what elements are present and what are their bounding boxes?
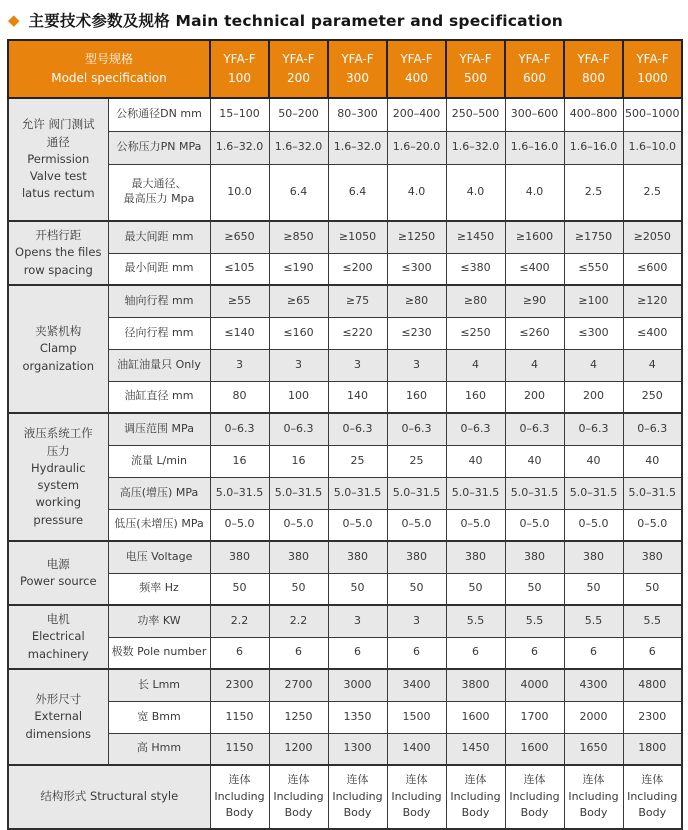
value-cell: 1200 [269,733,328,765]
value-cell: 25 [328,445,387,477]
param-label-cell: 功率 KW [108,605,210,637]
value-cell: 5.0–31.5 [505,477,564,509]
table-row [8,221,682,253]
table-row [8,669,682,701]
value-cell: 3800 [446,669,505,701]
param-label-cell: 调压范围 MPa [108,413,210,445]
value-cell: 0–5.0 [564,509,623,541]
value-cell: 1300 [328,733,387,765]
value-cell: 4 [505,349,564,381]
value-cell: ≥80 [387,285,446,317]
structural-style-value-cell: 连体 Including Body [387,765,446,829]
value-cell: 0–6.3 [446,413,505,445]
value-cell: 380 [623,541,682,573]
param-label-cell: 高压(增压) MPa [108,477,210,509]
value-cell: 2000 [564,701,623,733]
value-cell: 1700 [505,701,564,733]
value-cell: 1450 [446,733,505,765]
value-cell: 5.5 [564,605,623,637]
value-cell: ≤300 [387,253,446,285]
table-header [8,40,682,98]
value-cell: 400–800 [564,98,623,131]
value-cell: 5.0–31.5 [210,477,269,509]
value-cell: 1.6–20.0 [387,131,446,164]
group-label-cell: 夹紧机构 Clamp organization [8,285,108,413]
value-cell: ≥1050 [328,221,387,253]
value-cell: 500–1000 [623,98,682,131]
value-cell: ≥1450 [446,221,505,253]
value-cell: 50 [387,573,446,605]
value-cell: ≥55 [210,285,269,317]
table-row [8,445,682,477]
spec-table [7,39,683,830]
value-cell: ≤105 [210,253,269,285]
table-row [8,381,682,413]
value-cell: 160 [387,381,446,413]
value-cell: 4.0 [505,164,564,221]
value-cell: ≥1600 [505,221,564,253]
table-row [8,317,682,349]
value-cell: ≤300 [564,317,623,349]
param-label-cell: 低压(未增压) MPa [108,509,210,541]
value-cell: 200–400 [387,98,446,131]
value-cell: 50 [623,573,682,605]
param-label-cell: 油缸油量只 Only [108,349,210,381]
value-cell: 380 [269,541,328,573]
value-cell: ≥1250 [387,221,446,253]
structural-style-value-cell: 连体 Including Body [269,765,328,829]
value-cell: 4 [564,349,623,381]
value-cell: ≥2050 [623,221,682,253]
value-cell: 250 [623,381,682,413]
model-header-cell: YFA-F 100 [210,40,269,98]
value-cell: 2700 [269,669,328,701]
structural-style-value-cell: 连体 Including Body [564,765,623,829]
model-spec-header-cell: 型号规格 Model specification [8,40,210,98]
value-cell: 5.5 [505,605,564,637]
value-cell: 6 [564,637,623,669]
value-cell: ≤400 [623,317,682,349]
value-cell: 10.0 [210,164,269,221]
table-row [8,477,682,509]
value-cell: 40 [505,445,564,477]
value-cell: 50 [564,573,623,605]
value-cell: ≥650 [210,221,269,253]
value-cell: 0–5.0 [446,509,505,541]
table-row [8,573,682,605]
value-cell: ≥80 [446,285,505,317]
value-cell: 2.2 [210,605,269,637]
value-cell: 3 [387,349,446,381]
value-cell: 6 [446,637,505,669]
value-cell: 5.0–31.5 [269,477,328,509]
value-cell: 0–6.3 [564,413,623,445]
param-label-cell: 长 Lmm [108,669,210,701]
value-cell: 50 [446,573,505,605]
value-cell: 4.0 [446,164,505,221]
value-cell: 0–5.0 [623,509,682,541]
table-row [8,605,682,637]
value-cell: 50 [328,573,387,605]
value-cell: 1600 [505,733,564,765]
param-label-cell: 频率 Hz [108,573,210,605]
value-cell: 3 [328,605,387,637]
value-cell: 2.5 [623,164,682,221]
table-row [8,98,682,131]
value-cell: 2.5 [564,164,623,221]
model-header-cell: YFA-F 300 [328,40,387,98]
value-cell: 380 [210,541,269,573]
value-cell: 50 [210,573,269,605]
value-cell: 4800 [623,669,682,701]
value-cell: ≥850 [269,221,328,253]
diamond-icon: ◆ [8,10,20,29]
value-cell: 5.0–31.5 [387,477,446,509]
table-row [8,509,682,541]
group-label-cell: 液压系统工作 压力 Hydraulic system working pressure [8,413,108,541]
value-cell: 250–500 [446,98,505,131]
table-body [8,98,682,829]
page-title-text: 主要技术参数及规格 Main technical parameter and specification [28,12,564,30]
table-row [8,413,682,445]
value-cell: 4 [623,349,682,381]
model-header-cell: YFA-F 600 [505,40,564,98]
value-cell: 4000 [505,669,564,701]
value-cell: 50–200 [269,98,328,131]
table-row [8,164,682,221]
param-label-cell: 流量 L/min [108,445,210,477]
value-cell: 1600 [446,701,505,733]
value-cell: 0–6.3 [328,413,387,445]
table-row [8,541,682,573]
value-cell: 200 [505,381,564,413]
value-cell: 1.6–32.0 [210,131,269,164]
value-cell: 80 [210,381,269,413]
value-cell: ≤220 [328,317,387,349]
value-cell: ≥120 [623,285,682,317]
value-cell: 0–6.3 [623,413,682,445]
model-header-cell: YFA-F 500 [446,40,505,98]
table-row [8,701,682,733]
value-cell: 4.0 [387,164,446,221]
value-cell: 1500 [387,701,446,733]
group-label-cell: 外形尺寸 External dimensions [8,669,108,765]
value-cell: 0–5.0 [328,509,387,541]
value-cell: 1.6–16.0 [505,131,564,164]
value-cell: 25 [387,445,446,477]
value-cell: 40 [623,445,682,477]
value-cell: 5.0–31.5 [623,477,682,509]
value-cell: 50 [505,573,564,605]
value-cell: ≤190 [269,253,328,285]
value-cell: 1800 [623,733,682,765]
structural-style-value-cell: 连体 Including Body [623,765,682,829]
value-cell: 16 [210,445,269,477]
param-label-cell: 电压 Voltage [108,541,210,573]
value-cell: 6 [387,637,446,669]
value-cell: 1250 [269,701,328,733]
value-cell: ≤140 [210,317,269,349]
structural-style-value-cell: 连体 Including Body [446,765,505,829]
value-cell: 15–100 [210,98,269,131]
model-header-cell: YFA-F 400 [387,40,446,98]
param-label-cell: 公称通径DN mm [108,98,210,131]
table-row [8,253,682,285]
value-cell: 50 [269,573,328,605]
table-row [8,349,682,381]
value-cell: ≤230 [387,317,446,349]
value-cell: 0–5.0 [210,509,269,541]
value-cell: 0–6.3 [269,413,328,445]
value-cell: 0–6.3 [387,413,446,445]
value-cell: 40 [564,445,623,477]
structural-style-label-cell: 结构形式 Structural style [8,765,210,829]
value-cell: 380 [446,541,505,573]
structural-style-row [8,765,682,829]
value-cell: ≥90 [505,285,564,317]
value-cell: 5.0–31.5 [564,477,623,509]
value-cell: 1400 [387,733,446,765]
value-cell: ≥100 [564,285,623,317]
value-cell: 6 [505,637,564,669]
param-label-cell: 最大通径、 最高压力 Mpa [108,164,210,221]
value-cell: ≤200 [328,253,387,285]
table-row [8,285,682,317]
value-cell: 6 [328,637,387,669]
value-cell: 1650 [564,733,623,765]
value-cell: 6 [269,637,328,669]
table-row [8,131,682,164]
value-cell: ≤160 [269,317,328,349]
value-cell: 140 [328,381,387,413]
value-cell: 300–600 [505,98,564,131]
value-cell: 0–6.3 [210,413,269,445]
value-cell: 1150 [210,701,269,733]
value-cell: 3000 [328,669,387,701]
value-cell: 6.4 [328,164,387,221]
group-label-cell: 电源 Power source [8,541,108,605]
value-cell: 3 [387,605,446,637]
value-cell: 0–5.0 [269,509,328,541]
model-header-cell: YFA-F 200 [269,40,328,98]
value-cell: 1.6–32.0 [328,131,387,164]
value-cell: 2300 [210,669,269,701]
value-cell: 5.5 [446,605,505,637]
value-cell: ≤550 [564,253,623,285]
group-label-cell: 允许 阀门测试 通径 Permission Valve test latus rectum [8,98,108,221]
param-label-cell: 最小间距 mm [108,253,210,285]
value-cell: ≤400 [505,253,564,285]
model-header-cell: YFA-F 800 [564,40,623,98]
value-cell: 0–6.3 [505,413,564,445]
value-cell: 1.6–32.0 [269,131,328,164]
group-label-cell: 开档行距 Opens the files row spacing [8,221,108,285]
param-label-cell: 径向行程 mm [108,317,210,349]
param-label-cell: 最大间距 mm [108,221,210,253]
value-cell: 40 [446,445,505,477]
model-header-cell: YFA-F 1000 [623,40,682,98]
value-cell: 0–5.0 [505,509,564,541]
value-cell: 380 [505,541,564,573]
value-cell: 380 [328,541,387,573]
value-cell: 3400 [387,669,446,701]
value-cell: 2.2 [269,605,328,637]
group-label-cell: 电机 Electrical machinery [8,605,108,669]
value-cell: 4300 [564,669,623,701]
param-label-cell: 极数 Pole number [108,637,210,669]
value-cell: ≤250 [446,317,505,349]
value-cell: 380 [387,541,446,573]
value-cell: 6 [210,637,269,669]
value-cell: 380 [564,541,623,573]
value-cell: 3 [269,349,328,381]
value-cell: ≥65 [269,285,328,317]
value-cell: 100 [269,381,328,413]
value-cell: ≤260 [505,317,564,349]
value-cell: 1.6–10.0 [623,131,682,164]
value-cell: 80–300 [328,98,387,131]
structural-style-value-cell: 连体 Including Body [505,765,564,829]
structural-style-value-cell: 连体 Including Body [328,765,387,829]
value-cell: 5.0–31.5 [446,477,505,509]
value-cell: 1.6–32.0 [446,131,505,164]
value-cell: 3 [328,349,387,381]
value-cell: 160 [446,381,505,413]
value-cell: 200 [564,381,623,413]
table-row [8,637,682,669]
value-cell: 1350 [328,701,387,733]
value-cell: ≤380 [446,253,505,285]
value-cell: 6 [623,637,682,669]
value-cell: 3 [210,349,269,381]
value-cell: 0–5.0 [387,509,446,541]
param-label-cell: 油缸直径 mm [108,381,210,413]
param-label-cell: 轴向行程 mm [108,285,210,317]
value-cell: 16 [269,445,328,477]
value-cell: 1.6–16.0 [564,131,623,164]
value-cell: ≥75 [328,285,387,317]
param-label-cell: 公称压力PN MPa [108,131,210,164]
value-cell: 4 [446,349,505,381]
structural-style-value-cell: 连体 Including Body [210,765,269,829]
value-cell: 1150 [210,733,269,765]
value-cell: 2300 [623,701,682,733]
value-cell: 6.4 [269,164,328,221]
table-row [8,733,682,765]
value-cell: ≥1750 [564,221,623,253]
value-cell: ≤600 [623,253,682,285]
param-label-cell: 高 Hmm [108,733,210,765]
page-title [0,0,688,39]
model-header-row [8,40,682,98]
value-cell: 5.0–31.5 [328,477,387,509]
value-cell: 5.5 [623,605,682,637]
param-label-cell: 宽 Bmm [108,701,210,733]
